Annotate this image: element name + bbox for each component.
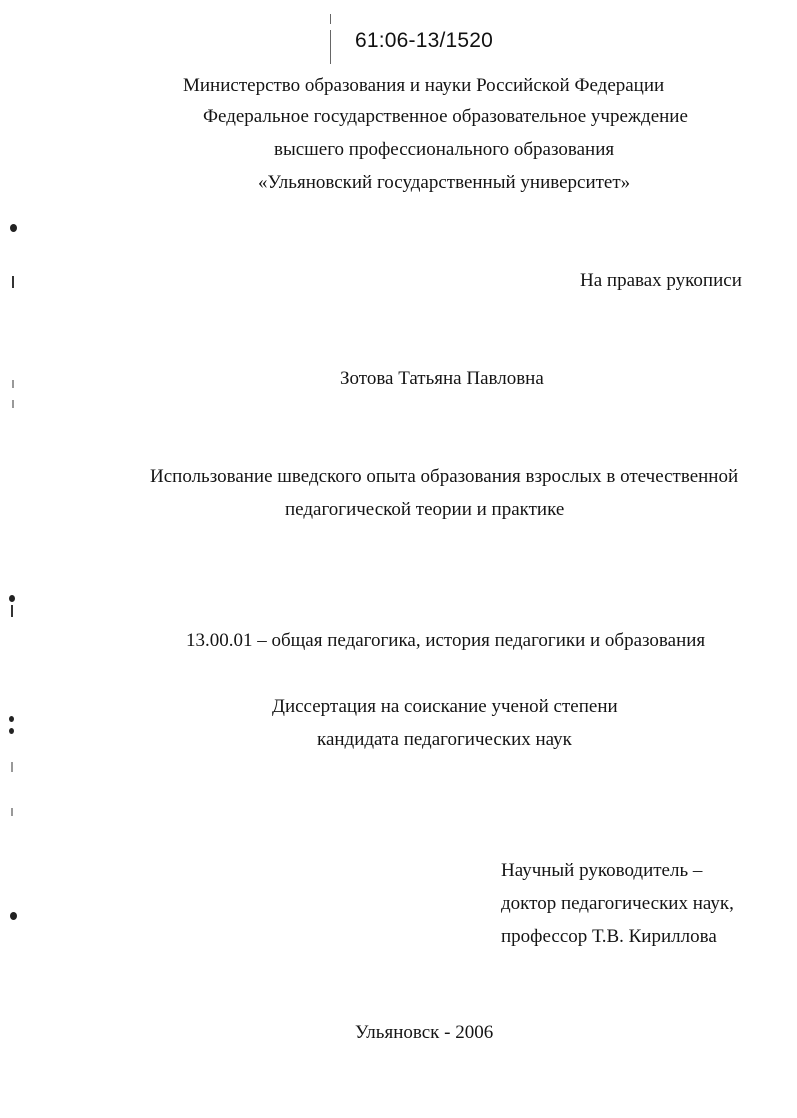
city-year: Ульяновск - 2006 <box>355 1022 494 1043</box>
scan-artifact <box>12 276 14 288</box>
ministry-line: Министерство образования и науки Российской Федерации <box>183 75 665 96</box>
scan-artifact <box>10 912 17 920</box>
stamp-mark-lower <box>330 30 331 64</box>
education-level-line: высшего профессионального образования <box>274 139 615 160</box>
scan-artifact <box>11 605 13 617</box>
thesis-title-line-2: педагогической теории и практике <box>285 499 565 520</box>
institution-type-line: Федеральное государственное образовательное учреждение <box>203 106 688 127</box>
archive-stamp-code: 61:06-13/1520 <box>355 29 494 52</box>
scan-artifact <box>9 728 14 734</box>
scan-artifact <box>12 400 14 408</box>
degree-line-1: Диссертация на соискание ученой степени <box>272 696 618 717</box>
scan-artifact <box>10 224 17 232</box>
scan-artifact <box>12 380 14 388</box>
supervisor-degree: доктор педагогических наук, <box>501 893 734 914</box>
supervisor-role: Научный руководитель – <box>501 860 703 881</box>
author-name: Зотова Татьяна Павловна <box>340 368 544 389</box>
supervisor-name: профессор Т.В. Кириллова <box>501 926 717 947</box>
stamp-mark-upper <box>330 14 331 24</box>
university-name-line: «Ульяновский государственный университет» <box>258 172 631 193</box>
scan-artifact <box>11 762 13 772</box>
manuscript-rights-note: На правах рукописи <box>580 270 742 291</box>
scan-artifact <box>11 808 13 816</box>
thesis-title-line-1: Использование шведского опыта образования взрослых в отечественной <box>150 466 739 487</box>
specialty-code: 13.00.01 – общая педагогика, история педагогики и образования <box>186 630 706 651</box>
scan-artifact <box>9 716 14 722</box>
scan-artifact <box>9 595 15 602</box>
degree-line-2: кандидата педагогических наук <box>317 729 572 750</box>
